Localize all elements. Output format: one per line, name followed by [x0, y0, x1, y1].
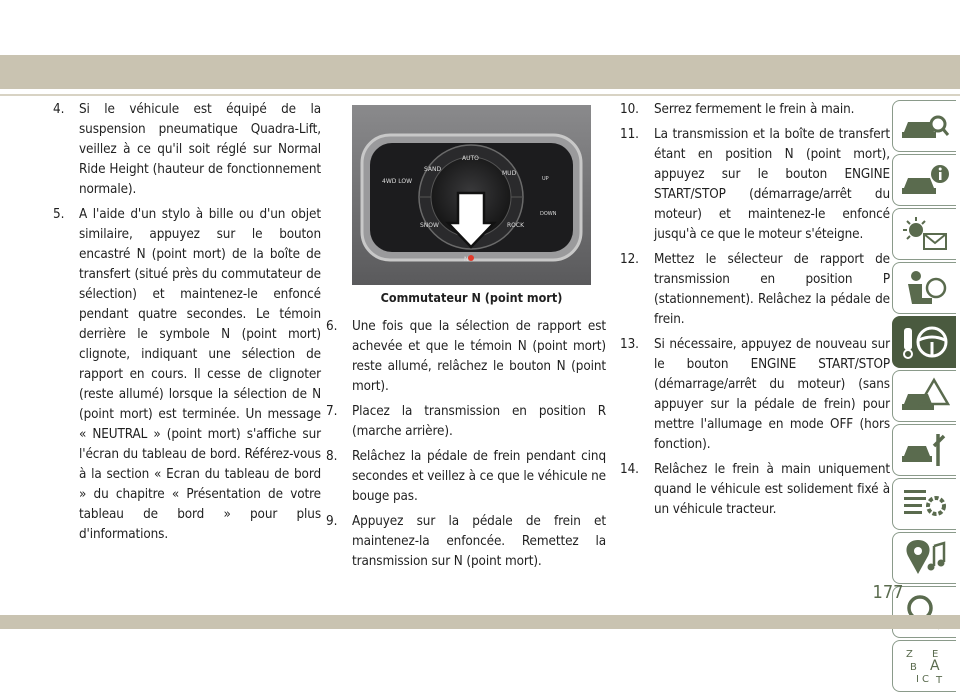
- item-text: Appuyez sur la pédale de frein et maintenez-la enfoncée. Remettez la transmission sur N (point mort).: [352, 514, 606, 569]
- item-number: 10.: [620, 102, 639, 117]
- mode-label-auto: AUTO: [462, 155, 479, 162]
- list-item: [620, 460, 890, 520]
- column-middle: [326, 317, 606, 577]
- list-item: [326, 402, 606, 442]
- item-number: 6.: [326, 319, 338, 334]
- tab-starting-operating[interactable]: [892, 316, 956, 368]
- item-text: A l'aide d'un stylo à bille ou d'un objet similaire, appuyez sur le bouton encastré N (point mort) de la boîte de transfert (situé près du commutateur de sélection) et maintenez-le enfoncé pendant quatre secondes. Le témoin derrière le symbole N (point mort) clignote, indiquant une sélection de rapport en cours. Il cesse de clignoter (reste allumé) lorsque la sélection de N (point mort) est terminée. Un message « NEUTRAL » (point mort) s'affiche sur l'écran du tableau de bord. Référez-vous à la section « Ecran du tableau de bord » du chapitre « Présentation de votre tableau de bord » pour plus d'informations.: [79, 207, 321, 542]
- list-item: [326, 512, 606, 572]
- item-text: Relâchez la pédale de frein pendant cinq secondes et veillez à ce que le véhicule ne bouge pas.: [352, 449, 606, 504]
- item-text: Une fois que la sélection de rapport est achevée et que le témoin N (point mort) reste allumé, relâchez le bouton N (point mort).: [352, 319, 606, 394]
- item-text: Relâchez le frein à main uniquement quand le véhicule est solidement fixé à un véhicule tracteur.: [654, 462, 890, 517]
- item-text: Serrez fermement le frein à main.: [654, 102, 855, 117]
- item-text: La transmission et la boîte de transfert étant en position N (point mort), appuyez sur le bouton ENGINE START/STOP (démarrage/arrêt du moteur) et maintenez-le enfoncé jusqu'à ce que le moteur s'éteigne.: [654, 127, 890, 242]
- index-letter: I: [915, 674, 919, 685]
- footer-band: [0, 615, 960, 629]
- item-text: Si nécessaire, appuyez de nouveau sur le bouton ENGINE START/STOP (démarrage/arrêt du moteur) (sans appuyer sur la pédale de frein) pour mettre l'allumage en mode OFF (hors fonction).: [654, 337, 890, 452]
- list-item: [326, 447, 606, 507]
- tab-multimedia[interactable]: [892, 532, 956, 584]
- mode-label-mud: MUD: [502, 170, 517, 177]
- item-text: Placez la transmission en position R (marche arrière).: [352, 404, 606, 439]
- item-number: 4.: [53, 102, 65, 117]
- car-crash-icon: [900, 376, 950, 416]
- car-tools-icon: [900, 430, 950, 470]
- column-left: [53, 100, 321, 550]
- seat-airbag-icon: [900, 268, 950, 308]
- figure-caption: Commutateur N (point mort): [380, 290, 563, 305]
- list-item: [620, 250, 890, 330]
- item-number: 5.: [53, 207, 65, 222]
- header-band: [0, 55, 960, 89]
- index-letter: A: [929, 658, 940, 674]
- item-text: Mettez le sélecteur de rapport de transmission en position P (stationnement). Relâchez la pédale de frein.: [654, 252, 890, 327]
- tab-index[interactable]: [892, 640, 956, 692]
- tab-vehicle-search[interactable]: [892, 100, 956, 152]
- header-rule: [0, 94, 960, 96]
- neutral-switch-photo: [352, 105, 591, 285]
- list-item: [620, 125, 890, 245]
- tab-warning-lights[interactable]: [892, 208, 956, 260]
- item-number: 14.: [620, 462, 639, 477]
- item-number: 9.: [326, 514, 338, 529]
- item-number: 8.: [326, 449, 338, 464]
- item-number: 13.: [620, 337, 639, 352]
- page-number: 177: [872, 582, 904, 603]
- index-letter: T: [935, 675, 942, 686]
- tab-emergency[interactable]: [892, 370, 956, 422]
- item-text: Si le véhicule est équipé de la suspension pneumatique Quadra-Lift, veillez à ce qu'il soit réglé sur Normal Ride Height (hauteur de fonctionnement normale).: [79, 102, 321, 197]
- list-item: [620, 100, 890, 120]
- mode-label-snow: SNOW: [420, 222, 439, 229]
- item-number: 11.: [620, 127, 639, 142]
- list-item: [53, 100, 321, 200]
- car-search-icon: [900, 106, 950, 146]
- neutral-label: N: [464, 256, 469, 263]
- tab-safety[interactable]: [892, 262, 956, 314]
- list-gear-icon: [900, 484, 950, 524]
- index-letter: C: [921, 674, 929, 685]
- tab-servicing[interactable]: [892, 424, 956, 476]
- index-letter: B: [909, 662, 917, 673]
- mode-label-rock: ROCK: [507, 222, 525, 229]
- tab-specifications[interactable]: [892, 478, 956, 530]
- item-number: 7.: [326, 404, 338, 419]
- mode-label-up: UP: [542, 176, 549, 182]
- item-number: 12.: [620, 252, 639, 267]
- mode-label-low: 4WD LOW: [382, 178, 413, 185]
- chapter-tabs: [892, 100, 956, 694]
- list-item: [620, 335, 890, 455]
- mode-label-sand: SAND: [424, 166, 442, 173]
- music-location-icon: [900, 538, 950, 578]
- list-item: [326, 317, 606, 397]
- car-info-icon: [900, 160, 950, 200]
- index-letter: E: [931, 649, 938, 660]
- alphabet-index-icon: [900, 646, 950, 686]
- column-right: [620, 100, 890, 525]
- list-item: [53, 205, 321, 545]
- index-letter: Z: [905, 649, 913, 660]
- warning-lights-icon: [900, 214, 950, 254]
- tab-vehicle-info[interactable]: [892, 154, 956, 206]
- steering-key-icon: [900, 322, 950, 362]
- mode-label-down: DOWN: [540, 211, 557, 217]
